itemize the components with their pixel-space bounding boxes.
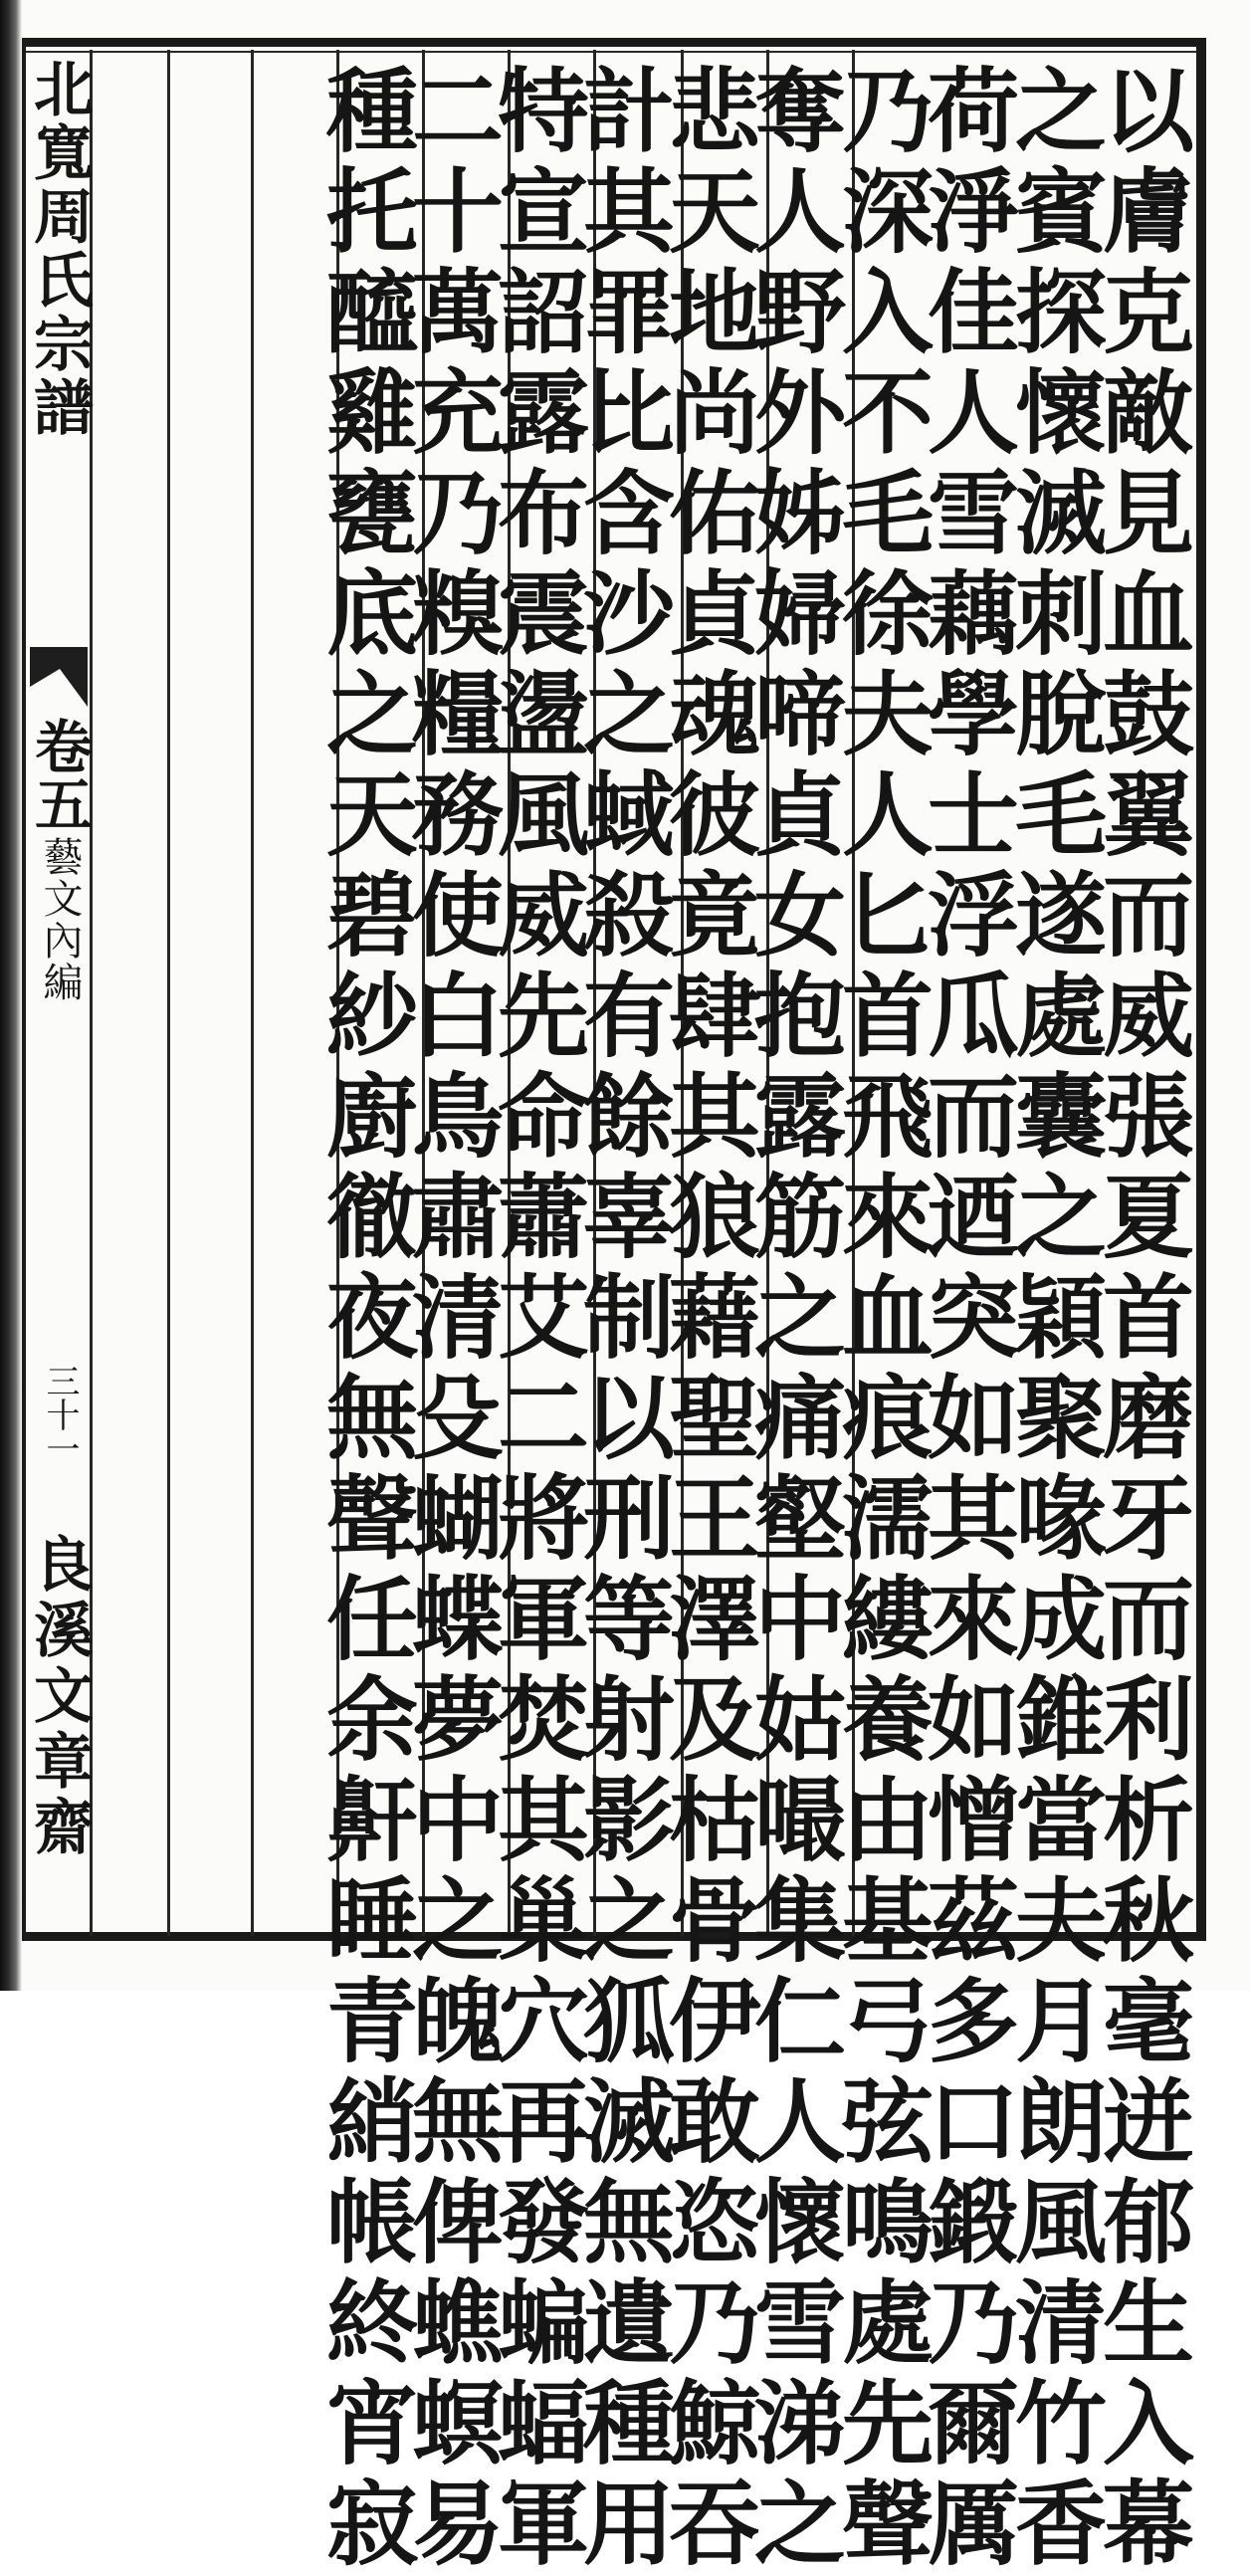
column-rule xyxy=(251,50,254,1936)
column-text: 之賓探懷滅刺脫毛遂處囊之穎聚喙成錐當夫月朗風清竹香 xyxy=(1000,63,1108,2576)
margin-strip xyxy=(26,50,92,1936)
page-edge-shadow xyxy=(0,0,22,1991)
volume-label: 卷五 xyxy=(25,717,93,832)
column-text: 二十萬充乃糗糧務使白鳥肅清殳蝴蝶夢中之魄無俾蟭螟易 xyxy=(397,63,505,2576)
page-number: 三十一 xyxy=(40,1364,80,1465)
column-text: 種托醯雞甕底之天碧紗廚徹夜無聲任余鼾睡青綃帳終宵寂 xyxy=(312,63,419,2576)
fish-tail-mark-icon xyxy=(30,647,88,707)
text-column-10 xyxy=(312,55,419,2576)
column-text: 計其罪比含沙之蜮殺有餘辜制以刑等射影之狐滅無遺種用 xyxy=(568,63,676,2576)
genealogy-title: 北寬周氏宗譜 xyxy=(24,58,94,440)
column-text: 乃深入不毛徐夫人匕首飛來血痕濡縷養由基弓弦鳴處先聲 xyxy=(827,63,935,2576)
column-text: 特宣詔露布震盪風威先命蕭艾二將軍焚其巢穴再發蝙蝠軍 xyxy=(483,63,590,2576)
column-text: 以膚克敵見血鼓翼而威張夏首磨牙而利析秋毫迸郁生入幕 xyxy=(1088,63,1195,2576)
hall-name: 良溪文章齋 xyxy=(24,1533,94,1861)
column-text: 悲天地尚佑貞魂彼竟肆其狼藉聖王澤及枯骨伊敢恣乃鯨吞 xyxy=(654,63,761,2576)
column-text: 荷淨佳人雪藕學士浮瓜而迺突如其來如憎茲多口鍛乃爾厲 xyxy=(913,63,1020,2576)
section-label: 藝文內編 xyxy=(37,836,83,1003)
column-rule xyxy=(167,50,170,1936)
column-text: 奪人野外姊婦啼貞女抱露筋之痛壑中姑嘬集仁人懷雪涕之 xyxy=(739,63,847,2576)
